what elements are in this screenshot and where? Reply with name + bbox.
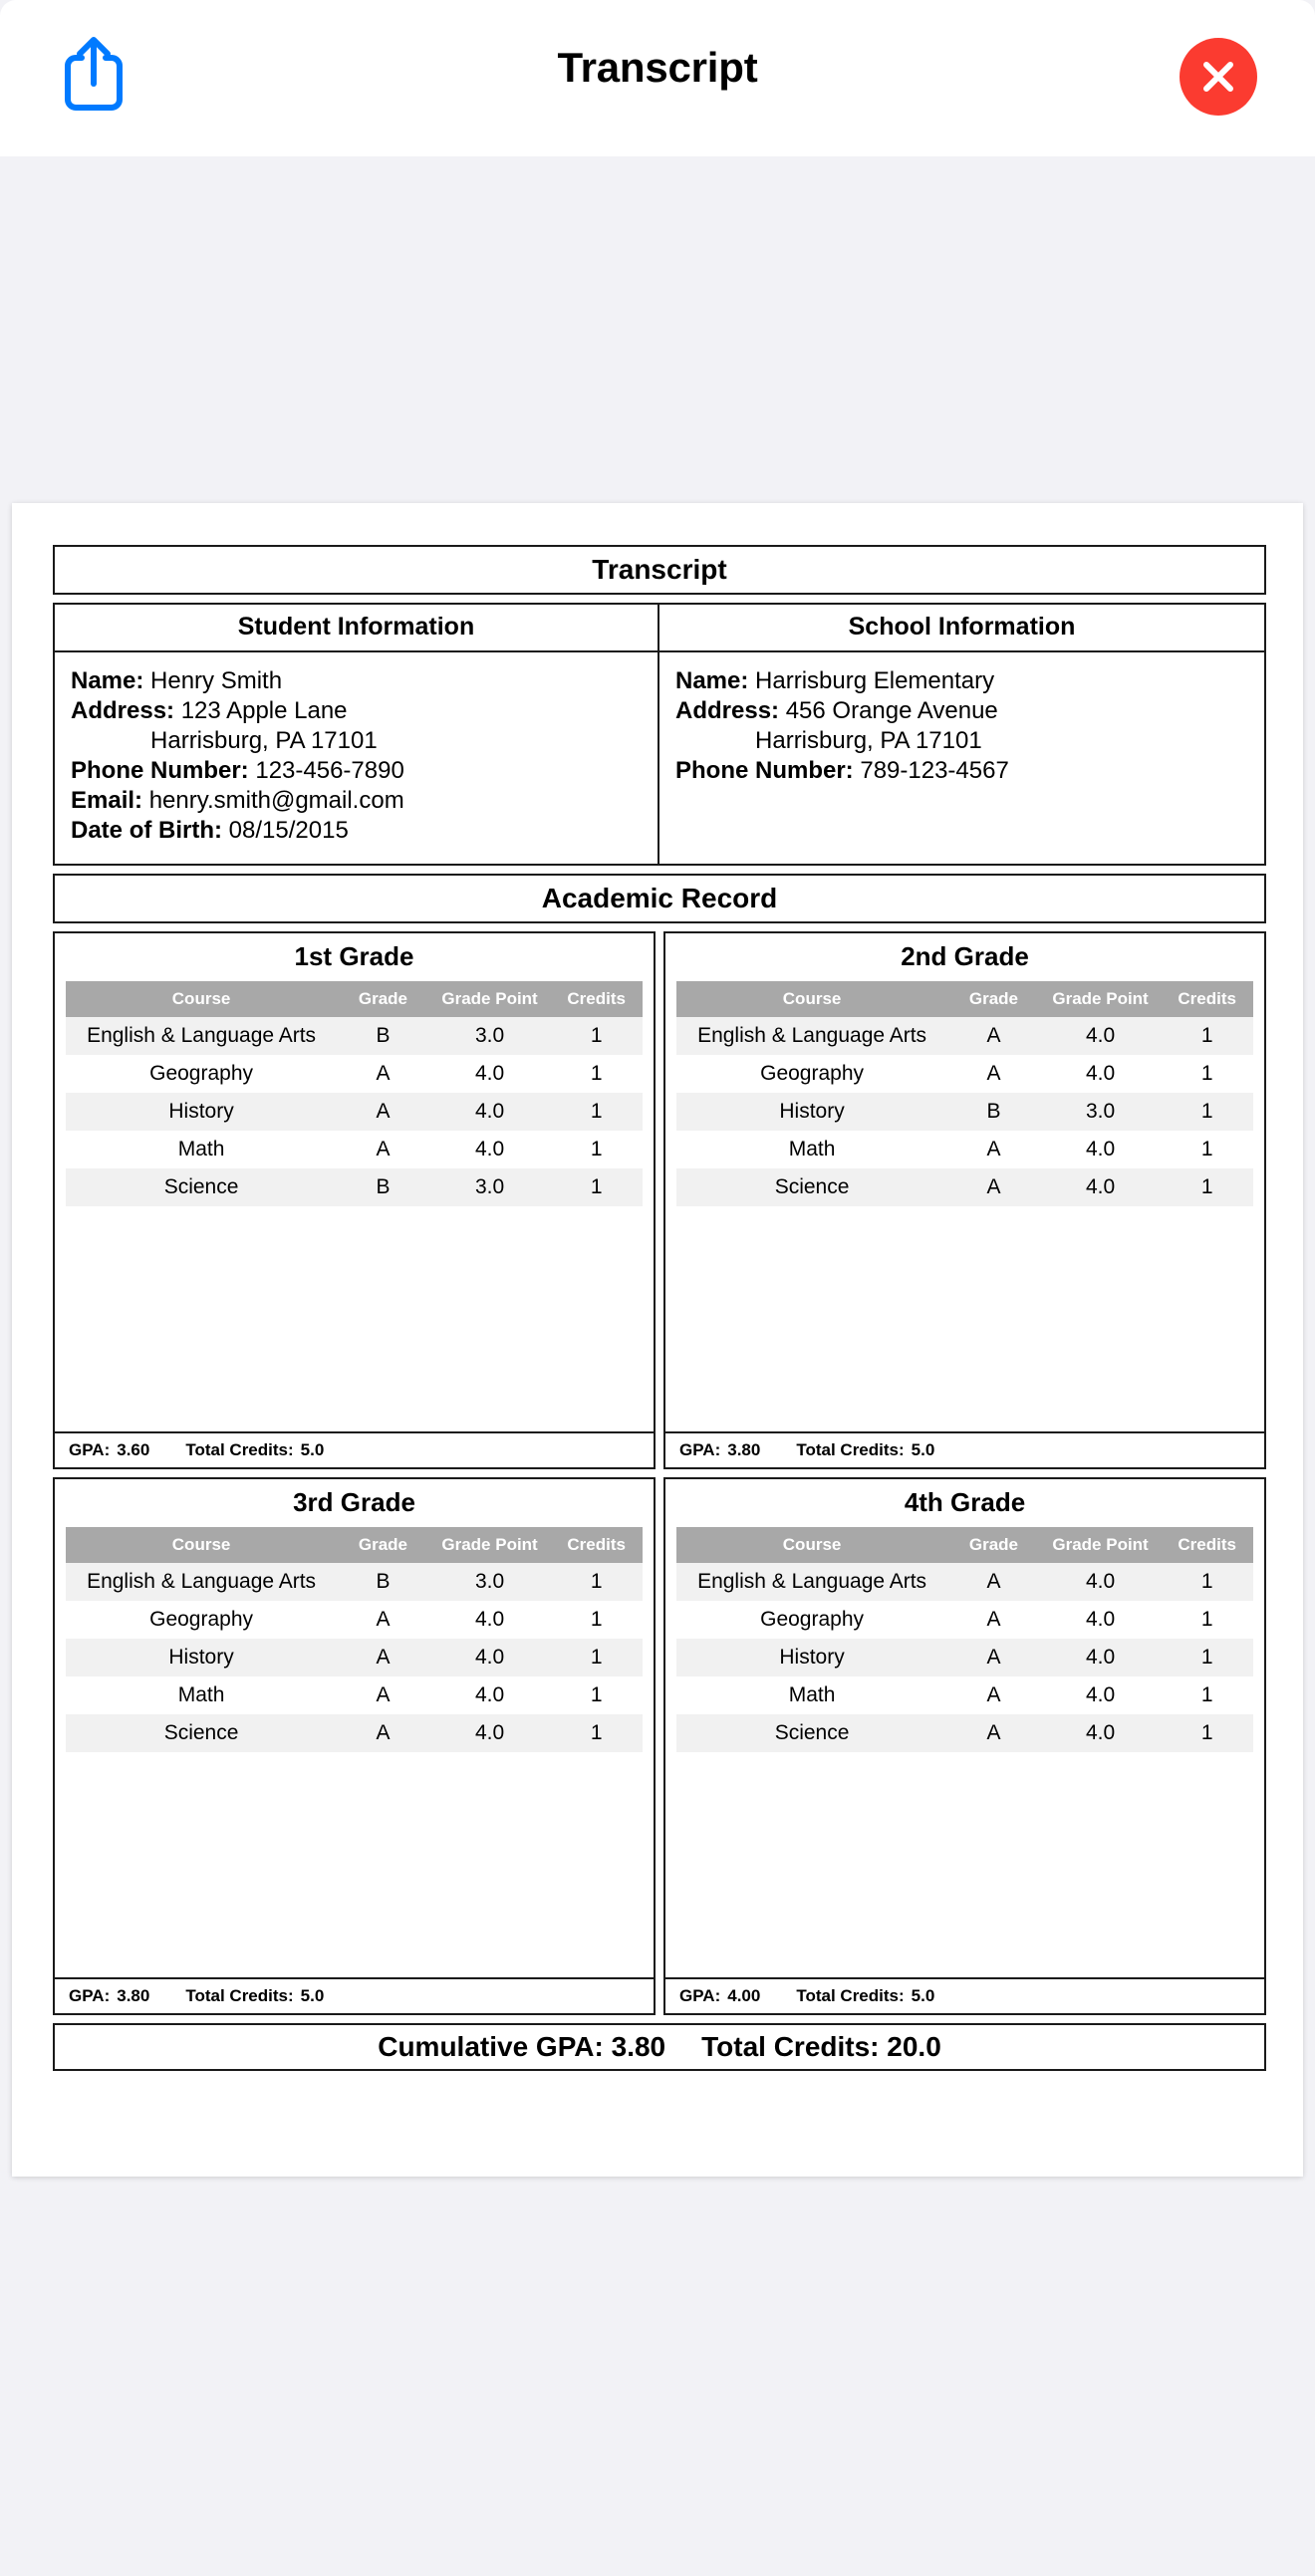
cell-course: Geography: [760, 1608, 865, 1631]
cell-course: Science: [774, 1721, 850, 1744]
total-credits-label: Total Credits:: [185, 1440, 294, 1459]
table-row: [676, 1714, 1253, 1752]
cell-grade: A: [986, 1175, 1001, 1198]
cell-grade-point: 4.0: [474, 1062, 505, 1085]
grade-card-footer: [665, 1977, 1264, 2013]
grade-courses-table: [66, 981, 643, 1206]
cell-course: Science: [774, 1175, 850, 1198]
student-field-row: [71, 666, 642, 696]
top-navigation-bar: [0, 0, 1315, 156]
cell-grade-point: 4.0: [1085, 1683, 1116, 1706]
table-row: [66, 1714, 643, 1752]
table-header-row: [66, 981, 643, 1017]
total-credits-value: 5.0: [911, 1440, 935, 1459]
student-field-value: henry.smith@gmail.com: [142, 787, 404, 814]
cell-credits: 1: [1200, 1062, 1213, 1085]
cell-course: Math: [788, 1138, 836, 1160]
cell-credits: 1: [590, 1721, 603, 1744]
table-row: [676, 1093, 1253, 1131]
cell-grade-point: 4.0: [1085, 1024, 1116, 1047]
spacer: [665, 1752, 1264, 1977]
cell-course: History: [779, 1646, 845, 1669]
cell-grade-point: 4.0: [474, 1646, 505, 1669]
grade-card: [663, 1477, 1266, 2015]
gpa-value: 3.80: [727, 1440, 761, 1459]
column-header: Grade Point: [429, 1527, 551, 1563]
grade-card-title: 1st Grade: [294, 941, 414, 971]
student-field-row: [71, 756, 642, 786]
column-header: Course: [676, 981, 947, 1017]
table-row: [676, 1017, 1253, 1055]
gpa-label: GPA:: [69, 1986, 111, 2005]
table-header-row: [676, 981, 1253, 1017]
cell-course: Math: [788, 1683, 836, 1706]
column-header: Grade: [947, 981, 1040, 1017]
school-information-panel: [659, 605, 1264, 864]
cell-grade-point: 4.0: [1085, 1062, 1116, 1085]
cell-grade-point: 3.0: [474, 1175, 505, 1198]
cell-credits: 1: [590, 1608, 603, 1631]
cell-credits: 1: [590, 1175, 603, 1198]
cell-course: History: [168, 1646, 234, 1669]
cell-course: Science: [163, 1721, 239, 1744]
cell-grade: A: [376, 1100, 391, 1123]
cell-grade: A: [986, 1062, 1001, 1085]
cell-course: Math: [177, 1138, 225, 1160]
grade-card-footer: [665, 1431, 1264, 1467]
total-credits-value: 5.0: [911, 1986, 935, 2005]
cell-grade-point: 4.0: [1085, 1608, 1116, 1631]
student-field-value: Harrisburg, PA 17101: [71, 727, 378, 754]
cell-grade: B: [986, 1100, 1001, 1123]
column-header: Course: [66, 981, 337, 1017]
student-field-label: Address:: [71, 697, 175, 724]
gpa-label: GPA:: [69, 1440, 111, 1459]
cell-grade-point: 4.0: [1085, 1138, 1116, 1160]
student-field-row: [71, 726, 642, 756]
cell-grade-point: 4.0: [474, 1683, 505, 1706]
grade-card: [663, 931, 1266, 1469]
table-row: [66, 1676, 643, 1714]
grade-card-footer: [55, 1977, 654, 2013]
cumulative-total-credits: Total Credits: 20.0: [701, 2031, 941, 2062]
cell-credits: 1: [590, 1024, 603, 1047]
grade-card: [53, 1477, 656, 2015]
grade-card-title: 4th Grade: [904, 1487, 1026, 1517]
cell-credits: 1: [1200, 1175, 1213, 1198]
close-button[interactable]: [1180, 38, 1257, 116]
cell-credits: 1: [1200, 1721, 1213, 1744]
cell-grade: B: [376, 1024, 391, 1047]
cell-grade-point: 4.0: [1085, 1721, 1116, 1744]
column-header: Course: [66, 1527, 337, 1563]
grade-courses-table: [676, 1527, 1253, 1752]
total-credits-value: 5.0: [300, 1986, 325, 2005]
student-field-label: Phone Number:: [71, 757, 249, 784]
cumulative-gpa: Cumulative GPA: 3.80: [378, 2031, 666, 2062]
cell-course: English & Language Arts: [697, 1024, 927, 1047]
academic-record-banner: Academic Record: [53, 874, 1266, 923]
spacer: [55, 1206, 654, 1431]
cell-grade: A: [986, 1024, 1001, 1047]
page-title: Transcript: [557, 44, 758, 91]
cell-course: Math: [177, 1683, 225, 1706]
cell-course: History: [168, 1100, 234, 1123]
cell-grade: A: [376, 1646, 391, 1669]
cell-course: Geography: [760, 1062, 865, 1085]
transcript-title-banner: Transcript: [53, 545, 1266, 595]
column-header: Grade: [947, 1527, 1040, 1563]
student-field-value: 123 Apple Lane: [174, 697, 348, 724]
table-row: [676, 1676, 1253, 1714]
cell-course: Geography: [149, 1062, 254, 1085]
transcript-content: [53, 545, 1266, 2071]
school-field-row: [675, 756, 1248, 786]
gpa-label: GPA:: [679, 1986, 721, 2005]
cell-credits: 1: [1200, 1570, 1213, 1593]
grade-courses-table: [66, 1527, 643, 1752]
school-field-row: [675, 726, 1248, 756]
cell-credits: 1: [1200, 1683, 1213, 1706]
school-information-body: [659, 652, 1264, 828]
cell-course: English & Language Arts: [87, 1024, 317, 1047]
school-field-row: [675, 666, 1248, 696]
student-field-value: Henry Smith: [143, 667, 283, 694]
table-row: [66, 1055, 643, 1093]
cell-credits: 1: [1200, 1646, 1213, 1669]
school-field-label: Address:: [675, 697, 780, 724]
student-field-row: [71, 816, 642, 846]
cell-grade-point: 3.0: [1085, 1100, 1116, 1123]
cumulative-summary-row: [53, 2023, 1266, 2071]
table-row: [676, 1168, 1253, 1206]
cell-grade: A: [986, 1721, 1001, 1744]
column-header: Credits: [1161, 1527, 1253, 1563]
spacer: [53, 866, 1266, 874]
grade-card-footer: [55, 1431, 654, 1467]
table-row: [66, 1601, 643, 1639]
total-credits-label: Total Credits:: [796, 1440, 905, 1459]
spacer: [665, 1206, 1264, 1431]
table-row: [676, 1601, 1253, 1639]
total-credits-value: 5.0: [300, 1440, 325, 1459]
cell-credits: 1: [1200, 1100, 1213, 1123]
cell-grade: A: [986, 1646, 1001, 1669]
gpa-value: 4.00: [727, 1986, 761, 2005]
column-header: Credits: [1161, 981, 1253, 1017]
table-row: [66, 1168, 643, 1206]
school-field-label: Phone Number:: [675, 757, 854, 784]
column-header: Credits: [550, 981, 643, 1017]
table-row: [66, 1563, 643, 1601]
cell-grade-point: 4.0: [474, 1100, 505, 1123]
cell-grade-point: 4.0: [474, 1608, 505, 1631]
cell-grade-point: 3.0: [474, 1570, 505, 1593]
grade-cards-grid: [53, 931, 1266, 2015]
spacer: [55, 1752, 654, 1977]
school-field-label: Name:: [675, 667, 749, 694]
student-field-row: [71, 696, 642, 726]
cell-grade: A: [376, 1683, 391, 1706]
close-icon: [1180, 38, 1257, 116]
cell-credits: 1: [590, 1683, 603, 1706]
table-header-row: [66, 1527, 643, 1563]
cell-grade: A: [986, 1608, 1001, 1631]
cell-grade: A: [986, 1570, 1001, 1593]
student-field-label: Date of Birth:: [71, 817, 222, 844]
cell-credits: 1: [1200, 1138, 1213, 1160]
school-field-value: Harrisburg Elementary: [748, 667, 995, 694]
cell-grade: A: [376, 1062, 391, 1085]
grade-card-title: 2nd Grade: [901, 941, 1029, 971]
cell-grade: A: [376, 1608, 391, 1631]
total-credits-label: Total Credits:: [185, 1986, 294, 2005]
table-row: [676, 1563, 1253, 1601]
column-header: Grade Point: [1040, 1527, 1162, 1563]
student-information-panel: [55, 605, 659, 864]
table-row: [676, 1131, 1253, 1168]
column-header: Course: [676, 1527, 947, 1563]
gpa-value: 3.80: [117, 1986, 150, 2005]
cell-grade-point: 4.0: [1085, 1175, 1116, 1198]
cell-credits: 1: [1200, 1024, 1213, 1047]
column-header: Grade: [337, 1527, 429, 1563]
student-field-label: Name:: [71, 667, 144, 694]
table-row: [66, 1017, 643, 1055]
column-header: Grade: [337, 981, 429, 1017]
student-field-value: 123-456-7890: [248, 757, 404, 784]
cell-course: English & Language Arts: [87, 1570, 317, 1593]
table-header-row: [676, 1527, 1253, 1563]
cell-credits: 1: [590, 1138, 603, 1160]
table-row: [66, 1131, 643, 1168]
cell-course: English & Language Arts: [697, 1570, 927, 1593]
student-field-label: Email:: [71, 787, 143, 814]
column-header: Credits: [550, 1527, 643, 1563]
spacer: [53, 595, 1266, 603]
cell-grade-point: 4.0: [474, 1721, 505, 1744]
transcript-document-card: [12, 503, 1303, 2177]
grade-card-title: 3rd Grade: [293, 1487, 415, 1517]
total-credits-label: Total Credits:: [796, 1986, 905, 2005]
cell-credits: 1: [590, 1570, 603, 1593]
table-row: [66, 1093, 643, 1131]
cell-grade: A: [376, 1721, 391, 1744]
cell-grade-point: 4.0: [1085, 1646, 1116, 1669]
school-field-value: 456 Orange Avenue: [779, 697, 998, 724]
cell-grade-point: 4.0: [474, 1138, 505, 1160]
school-field-value: Harrisburg, PA 17101: [675, 727, 982, 754]
cell-grade: A: [986, 1683, 1001, 1706]
cell-credits: 1: [590, 1100, 603, 1123]
cell-course: Geography: [149, 1608, 254, 1631]
column-header: Grade Point: [1040, 981, 1162, 1017]
student-field-value: 08/15/2015: [222, 817, 349, 844]
cell-credits: 1: [590, 1062, 603, 1085]
gpa-label: GPA:: [679, 1440, 721, 1459]
grade-card: [53, 931, 656, 1469]
cell-grade: A: [986, 1138, 1001, 1160]
cell-grade: A: [376, 1138, 391, 1160]
student-field-row: [71, 786, 642, 816]
cell-course: Science: [163, 1175, 239, 1198]
student-information-body: [55, 652, 658, 864]
grade-courses-table: [676, 981, 1253, 1206]
cell-credits: 1: [1200, 1608, 1213, 1631]
student-information-heading: Student Information: [55, 605, 658, 652]
cell-grade: B: [376, 1175, 391, 1198]
cell-course: History: [779, 1100, 845, 1123]
school-field-value: 789-123-4567: [853, 757, 1009, 784]
table-row: [676, 1639, 1253, 1676]
column-header: Grade Point: [429, 981, 551, 1017]
cell-grade-point: 3.0: [474, 1024, 505, 1047]
school-field-row: [675, 696, 1248, 726]
gpa-value: 3.60: [117, 1440, 150, 1459]
cell-grade: B: [376, 1570, 391, 1593]
cell-credits: 1: [590, 1646, 603, 1669]
table-row: [66, 1639, 643, 1676]
information-section: [53, 603, 1266, 866]
school-information-heading: School Information: [659, 605, 1264, 652]
table-row: [676, 1055, 1253, 1093]
cell-grade-point: 4.0: [1085, 1570, 1116, 1593]
